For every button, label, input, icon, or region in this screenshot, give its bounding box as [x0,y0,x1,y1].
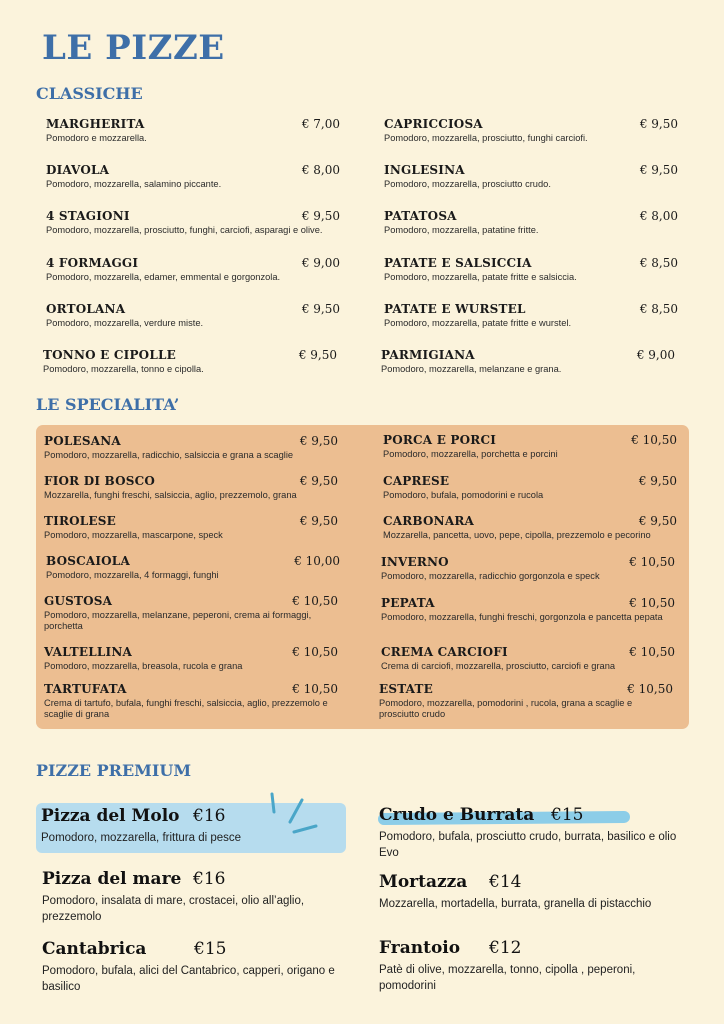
premium-item [379,872,699,912]
item-name: BOSCAIOLA [46,554,130,568]
item-price: € 10,50 [292,682,338,696]
item-desc: Pomodoro, mozzarella, verdure miste. [46,318,204,328]
item-name: INGLESINA [384,163,465,177]
item-name: 4 STAGIONI [46,209,130,223]
item-name: FIOR DI BOSCO [44,474,156,488]
item-name: POLESANA [44,434,121,448]
menu-item [44,594,344,632]
premium-item [42,939,362,995]
item-price: € 9,00 [636,348,675,362]
premium-item [379,805,699,861]
item-desc: Pomodoro, mozzarella, melanzane, peperoni, crema ai formaggi, porchetta [44,610,312,631]
premium-item [42,869,362,925]
menu-item [44,474,344,501]
item-name: ESTATE [379,682,434,696]
item-price: € 9,00 [301,256,340,270]
item-desc: Pomodoro, mozzarella, breasola, rucola e grana [44,661,243,671]
item-desc: Pomodoro, mozzarella, patatine fritte. [384,225,539,235]
item-desc: Pomodoro, mozzarella, prosciutto crudo. [384,179,551,189]
item-price: € 9,50 [298,348,337,362]
item-price: € 9,50 [638,514,677,528]
item-desc: Mozzarella, pancetta, uovo, pepe, cipolla, prezzemolo e pecorino [383,530,651,540]
premium-price: €16 [193,806,226,826]
item-desc: Pomodoro, mozzarella, prosciutto, funghi, carciofi, asparagi e olive. [46,225,323,235]
item-price: € 9,50 [299,434,338,448]
premium-desc: Pomodoro, insalata di mare, crostacei, olio all’aglio, prezzemolo [42,895,305,923]
premium-desc: Pomodoro, bufala, prosciutto crudo, burrata, basilico e olio Evo [379,831,677,859]
menu-item [44,682,344,720]
page-title: LE PIZZE [42,28,225,68]
item-price: € 9,50 [301,209,340,223]
item-name: PATATE E WURSTEL [384,302,526,316]
premium-price: €12 [489,938,522,958]
item-name: VALTELLINA [44,645,132,659]
premium-name: Mortazza [379,872,468,892]
item-name: PARMIGIANA [381,348,475,362]
menu-item [384,117,684,144]
item-price: € 9,50 [638,474,677,488]
premium-price: €14 [489,872,522,892]
item-desc: Pomodoro, mozzarella, 4 formaggi, funghi [46,570,219,580]
premium-item [41,806,361,846]
premium-name: Crudo e Burrata [379,805,535,825]
item-name: PORCA E PORCI [383,433,497,447]
item-desc: Pomodoro, mozzarella, salamino piccante. [46,179,222,189]
premium-price: €15 [551,805,584,825]
item-price: € 10,50 [631,433,677,447]
premium-name: Frantoio [379,938,461,958]
item-desc: Pomodoro, mozzarella, prosciutto, funghi carciofi. [384,133,588,143]
item-price: € 9,50 [639,117,678,131]
menu-item [381,645,681,672]
menu-item [46,554,346,581]
menu-item [46,209,346,236]
item-desc: Pomodoro, mozzarella, porchetta e porcini [383,449,558,459]
premium-desc: Pomodoro, mozzarella, frittura di pesce [41,832,242,844]
item-desc: Crema di tartufo, bufala, funghi freschi, salsiccia, aglio, prezzemolo e scaglie di grana [44,698,328,719]
menu-item [44,434,344,461]
item-price: € 10,50 [627,682,673,696]
item-name: 4 FORMAGGI [46,256,139,270]
item-price: € 10,50 [292,645,338,659]
menu-item [43,348,343,375]
item-price: € 8,00 [639,209,678,223]
item-price: € 9,50 [299,474,338,488]
item-price: € 8,00 [301,163,340,177]
premium-name: Cantabrica [42,939,147,959]
menu-item [381,596,681,623]
item-price: € 8,50 [639,256,678,270]
item-desc: Pomodoro, mozzarella, radicchio, salsiccia e grana a scaglie [44,450,294,460]
menu-item [384,163,684,190]
item-desc: Pomodoro, mozzarella, tonno e cipolla. [43,364,204,374]
section-title-classiche: CLASSICHE [36,84,143,103]
menu-item [381,348,681,375]
item-price: € 9,50 [639,163,678,177]
item-price: € 8,50 [639,302,678,316]
menu-item [383,474,683,501]
item-price: € 9,50 [301,302,340,316]
menu-item [381,555,681,582]
item-name: INVERNO [381,555,449,569]
premium-name: Pizza del mare [42,869,182,889]
menu-item [383,514,683,541]
menu-item [384,256,684,283]
item-price: € 10,50 [629,596,675,610]
item-desc: Crema di carciofi, mozzarella, prosciutto, carciofi e grana [381,661,616,671]
menu-item [383,433,683,460]
item-price: € 7,00 [301,117,340,131]
premium-desc: Mozzarella, mortadella, burrata, granella di pistacchio [379,898,652,910]
item-name: MARGHERITA [46,117,145,131]
menu-item [379,682,679,720]
item-desc: Pomodoro, mozzarella, mascarpone, speck [44,530,223,540]
item-price: € 10,00 [294,554,340,568]
item-desc: Pomodoro, mozzarella, patate fritte e salsiccia. [384,272,577,282]
item-name: PATATOSA [384,209,457,223]
item-name: TIROLESE [44,514,116,528]
item-desc: Pomodoro, mozzarella, pomodorini , rucola, grana a scaglie e prosciutto crudo [379,698,633,719]
premium-price: €16 [193,869,226,889]
section-title-specialita: LE SPECIALITA’ [36,395,180,414]
item-desc: Pomodoro, mozzarella, edamer, emmental e gorgonzola. [46,272,281,282]
item-name: DIAVOLA [46,163,110,177]
item-desc: Pomodoro e mozzarella. [46,133,147,143]
item-name: GUSTOSA [44,594,113,608]
item-price: € 10,50 [629,645,675,659]
premium-desc: Patè di olive, mozzarella, tonno, cipolla , peperoni, pomodorini [379,964,636,992]
menu-item [46,256,346,283]
menu-item [46,302,346,329]
item-name: CREMA CARCIOFI [381,645,508,659]
item-name: TONNO E CIPOLLE [43,348,176,362]
item-name: PATATE E SALSICCIA [384,256,532,270]
menu-item [46,163,346,190]
menu-item [46,117,346,144]
premium-desc: Pomodoro, bufala, alici del Cantabrico, capperi, origano e basilico [42,965,335,993]
item-desc: Pomodoro, mozzarella, melanzane e grana. [381,364,562,374]
item-name: CAPRICCIOSA [384,117,483,131]
item-price: € 10,50 [292,594,338,608]
premium-price: €15 [194,939,227,959]
item-desc: Pomodoro, mozzarella, patate fritte e wurstel. [384,318,572,328]
section-title-premium: PIZZE PREMIUM [36,761,192,780]
item-name: CARBONARA [383,514,475,528]
premium-item [379,938,699,994]
menu-item [384,209,684,236]
item-desc: Pomodoro, bufala, pomodorini e rucola [383,490,544,500]
item-desc: Pomodoro, mozzarella, radicchio gorgonzola e speck [381,571,600,581]
item-desc: Mozzarella, funghi freschi, salsiccia, aglio, prezzemolo, grana [44,490,297,500]
menu-item [44,514,344,541]
menu-item [384,302,684,329]
item-desc: Pomodoro, mozzarella, funghi freschi, gorgonzola e pancetta pepata [381,612,663,622]
item-name: ORTOLANA [46,302,126,316]
item-name: TARTUFATA [44,682,127,696]
item-name: CAPRESE [383,474,450,488]
item-name: PEPATA [381,596,435,610]
item-price: € 9,50 [299,514,338,528]
item-price: € 10,50 [629,555,675,569]
premium-name: Pizza del Molo [41,806,180,826]
menu-item [44,645,344,672]
